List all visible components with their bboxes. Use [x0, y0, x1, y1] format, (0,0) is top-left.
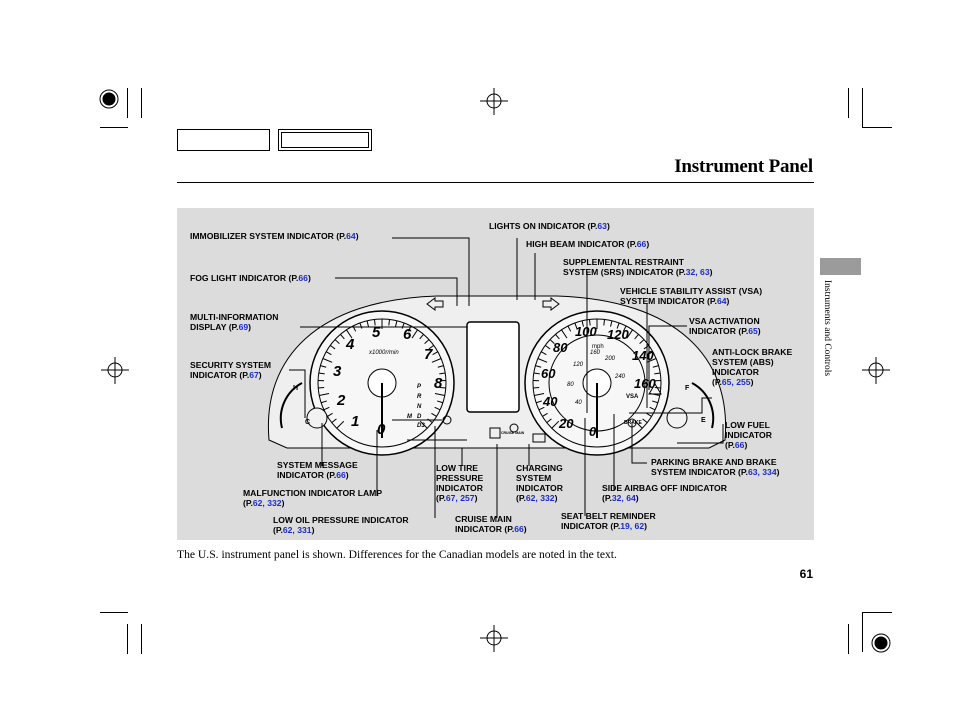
label-lights-on-indicator: LIGHTS ON INDICATOR (P.63): [489, 221, 610, 231]
label-abs-indicator: ANTI-LOCK BRAKE SYSTEM (ABS) INDICATOR (P.65, 255): [712, 347, 793, 387]
label-malfunction-indicator-lamp: MALFUNCTION INDICATOR LAMP (P.62, 332): [243, 488, 383, 508]
speed-mph-120: 120: [607, 327, 629, 342]
svg-text:P: P: [417, 384, 422, 390]
tach-number-1: 1: [351, 413, 360, 430]
svg-text:40: 40: [575, 400, 582, 406]
tach-number-4: 4: [346, 336, 355, 353]
svg-text:D3: D3: [417, 423, 425, 429]
cruise-lamp-text: CRUISE MAIN: [501, 431, 525, 435]
label-charging-system-indicator: CHARGING SYSTEM INDICATOR (P.62, 332): [516, 463, 563, 503]
label-vsa-system-indicator: VEHICLE STABILITY ASSIST (VSA) SYSTEM INDICATOR (P.64): [620, 286, 763, 306]
label-immobilizer-indicator: IMMOBILIZER SYSTEM INDICATOR (P.64): [190, 231, 359, 241]
gauge-tick: [389, 319, 390, 325]
label-fog-light-indicator: FOG LIGHT INDICATOR (P.66): [190, 273, 311, 283]
brake-lamp-text: BRAKE: [624, 420, 642, 426]
label-high-beam-indicator: HIGH BEAM INDICATOR (P.66): [526, 239, 650, 249]
speed-mph-40: 40: [543, 394, 558, 409]
label-low-oil-pressure-indicator: LOW OIL PRESSURE INDICATOR (P.62, 331): [273, 515, 409, 535]
tach-number-8: 8: [434, 375, 443, 392]
label-seat-belt-reminder: SEAT BELT REMINDER INDICATOR (P.19, 62): [561, 511, 656, 531]
label-side-airbag-off-indicator: SIDE AIRBAG OFF INDICATOR (P.32, 64): [602, 483, 727, 503]
nav-button-previous[interactable]: [177, 129, 270, 151]
speed-mph-100: 100: [575, 324, 597, 339]
svg-text:120: 120: [573, 362, 584, 368]
label-cruise-main-indicator: CRUISE MAIN INDICATOR (P.66): [455, 514, 527, 534]
label-srs-indicator: SUPPLEMENTAL RESTRAINT SYSTEM (SRS) INDICATOR (P.32, 63): [563, 257, 713, 277]
svg-text:240: 240: [615, 374, 626, 380]
fuel-empty-mark: E: [701, 417, 706, 424]
label-security-system-indicator: SECURITY SYSTEM INDICATOR (P.67): [190, 360, 272, 380]
svg-text:N: N: [417, 404, 422, 410]
page-number: 61: [799, 567, 813, 581]
tach-unit: x1000r/min: [369, 350, 399, 356]
speed-mph-0: 0: [589, 424, 597, 439]
svg-text:80: 80: [567, 382, 574, 388]
label-low-tire-pressure-indicator: LOW TIRE PRESSURE INDICATOR (P.67, 257): [436, 463, 484, 503]
label-multi-information-display: MULTI-INFORMATION DISPLAY (P.69): [190, 312, 279, 332]
label-parking-brake-indicator: PARKING BRAKE AND BRAKE SYSTEM INDICATOR (P.63, 334): [651, 457, 780, 477]
svg-text:M: M: [407, 414, 412, 420]
figure-caption: The U.S. instrument panel is shown. Differences for the Canadian models are noted in the text.: [177, 548, 617, 561]
temp-hot-mark: H: [293, 385, 299, 392]
speed-mph-60: 60: [541, 366, 556, 381]
tach-number-5: 5: [372, 324, 381, 341]
label-system-message-indicator: SYSTEM MESSAGE INDICATOR (P.66): [277, 460, 358, 480]
fuel-full-mark: F: [685, 385, 690, 392]
tach-number-0: 0: [377, 421, 386, 438]
temp-cold-mark: C: [305, 419, 311, 426]
page-title: Instrument Panel: [674, 156, 813, 177]
tach-number-7: 7: [424, 346, 433, 363]
svg-text:160: 160: [590, 350, 601, 356]
gauge-tick: [604, 319, 605, 325]
vsa-lamp-text: VSA: [626, 394, 639, 400]
title-rule: [177, 182, 814, 183]
instrument-panel-figure: [177, 208, 814, 540]
speed-unit: mph: [592, 344, 604, 350]
speed-mph-140: 140: [632, 348, 654, 363]
svg-text:200: 200: [605, 356, 616, 362]
tach-number-3: 3: [333, 363, 342, 380]
tach-number-6: 6: [403, 326, 412, 343]
label-vsa-activation-indicator: VSA ACTIVATION INDICATOR (P.65): [689, 316, 761, 336]
tach-number-2: 2: [337, 392, 346, 409]
side-tab-label: Instruments and Controls: [822, 280, 832, 377]
speed-mph-80: 80: [553, 340, 568, 355]
label-low-fuel-indicator: LOW FUEL INDICATOR (P.66): [725, 420, 772, 450]
svg-text:R: R: [417, 394, 422, 400]
side-tab-marker: [820, 258, 861, 275]
svg-text:D: D: [417, 414, 422, 420]
speed-mph-160: 160: [634, 376, 656, 391]
nav-button-next[interactable]: [278, 129, 372, 151]
speed-mph-20: 20: [559, 416, 574, 431]
